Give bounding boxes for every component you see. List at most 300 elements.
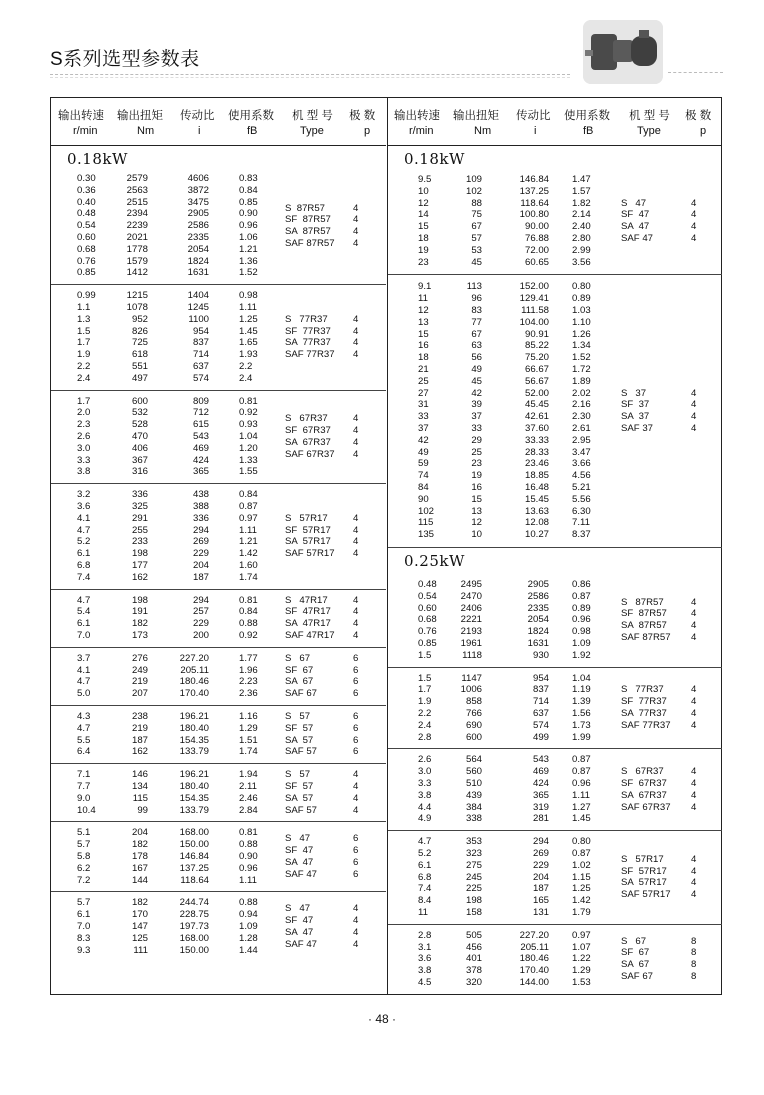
table-cell: 809 [192,395,209,407]
table-cell: 7.4 [77,571,91,583]
model-poles: 4 [353,325,359,337]
model-type: S 57R17 [621,853,664,865]
table-cell: 4606 [187,173,209,184]
photo-divider [668,72,723,73]
model-list [285,653,358,700]
model-type: SF 47R17 [285,606,331,618]
table-cell: 543 [192,430,209,442]
table-cell: 690 [465,719,482,731]
table-cell: 204 [192,559,209,571]
table-cell: 0.87 [572,590,591,602]
table-cell: 49 [418,446,429,458]
table-cell: 4.1 [77,512,91,524]
table-cell: 10 [471,529,482,541]
torque-values [108,489,148,583]
ratio-values [499,579,549,662]
table-cell: 2054 [527,614,549,626]
table-cell: 0.90 [239,208,258,220]
model-row [621,632,696,644]
table-cell: 12 [471,517,482,529]
table-cell: 1.74 [239,571,258,583]
ratio-values [159,489,209,583]
data-block [388,168,722,275]
model-type: SF 87R57 [621,608,667,620]
speed-unit: r/min [73,125,98,137]
model-poles: 4 [691,777,697,789]
table-cell: 16 [418,340,429,352]
table-cell: 170.40 [519,965,549,977]
table-cell: 0.54 [77,220,96,232]
table-cell: 1579 [126,255,148,267]
table-cell: 0.94 [239,909,258,921]
table-cell: 551 [131,360,148,372]
torque-values [442,754,482,825]
table-cell: 4.3 [77,710,91,722]
table-cell: 1631 [527,637,549,649]
table-cell: 154.35 [179,792,209,804]
table-cell: 1.3 [77,313,91,325]
model-poles: 4 [353,792,359,804]
table-cell: 1.11 [239,301,257,313]
ratio-values [159,173,209,279]
table-cell: 2.8 [418,929,432,941]
table-cell: 45 [471,375,482,387]
table-cell: 7.0 [77,920,91,932]
table-cell: 725 [131,337,148,349]
table-cell: 1.44 [239,944,258,956]
table-cell: 3.2 [77,489,91,501]
model-row [285,525,358,537]
table-cell: 2.4 [77,372,91,384]
model-poles: 8 [691,971,697,983]
data-block [51,484,386,589]
table-cell: 4.5 [418,976,432,988]
model-type: SF 67R37 [285,425,331,437]
table-cell: 0.85 [77,267,96,279]
torque-values [108,173,148,279]
table-cell: 0.84 [239,606,258,618]
table-cell: 67 [471,328,482,340]
table-cell: 9.0 [77,792,91,804]
model-row [621,959,696,971]
table-cell: 72.00 [524,244,549,256]
poles-unit: p [700,125,707,137]
title-divider [50,74,570,75]
right-column [387,98,722,994]
table-cell: 1.29 [239,722,258,734]
torque-values [108,396,148,479]
table-cell: 714 [532,696,549,708]
model-type: SF 67R37 [621,777,667,789]
model-poles: 4 [691,889,697,901]
table-cell: 191 [131,606,148,618]
table-cell: 0.93 [239,419,258,431]
table-cell: 1.94 [239,769,258,781]
table-cell: 137.25 [519,185,549,197]
table-cell: 180.46 [179,676,209,688]
table-cell: 25 [471,446,482,458]
table-cell: 45.45 [524,399,549,411]
ratio-values [159,290,209,384]
model-unit: Type [300,125,324,137]
table-cell: 1.5 [77,325,91,337]
table-cell: 0.88 [239,618,258,630]
table-cell: 2406 [460,602,482,614]
model-row [621,802,696,814]
table-cell: 2.23 [239,676,258,688]
model-type: SAF 87R57 [621,632,671,644]
table-cell: 42.61 [524,411,549,423]
title-divider-secondary [50,77,570,78]
model-row [285,413,358,425]
table-cell: 714 [192,349,209,361]
model-row [621,971,696,983]
table-cell: 3.8 [418,789,432,801]
table-cell: 227.20 [179,652,209,664]
model-type: SA 57R17 [621,877,667,889]
model-poles: 4 [353,915,359,926]
table-cell: 438 [192,489,209,501]
table-cell: 1100 [188,313,209,325]
table-cell: 180.40 [179,722,209,734]
right-header [388,98,722,146]
table-cell: 0.76 [77,255,96,267]
model-row [621,936,696,948]
table-cell: 1147 [461,672,482,684]
model-row [621,209,696,221]
table-cell: 401 [465,953,482,965]
model-row [285,337,358,349]
torque-values [442,579,482,662]
table-cell: 316 [131,466,148,478]
table-cell: 2.16 [572,399,591,411]
table-cell: 59 [418,458,429,470]
table-cell: 3.6 [418,953,432,965]
model-type: SA 87R57 [621,620,667,632]
model-poles: 4 [691,696,697,708]
model-poles: 4 [691,209,697,221]
ratio-header: 传动比 [516,110,551,122]
model-row [621,411,696,423]
table-cell: 294 [192,524,209,536]
table-cell: 497 [131,372,148,384]
model-poles: 4 [691,399,697,411]
table-cell: 27 [418,387,429,399]
model-list [621,388,696,435]
table-cell: 367 [131,454,148,466]
model-poles: 4 [691,232,697,244]
table-cell: 281 [532,813,549,825]
table-cell: 9.3 [77,944,91,956]
model-type: SAF 57 [285,746,317,758]
table-cell: 2394 [126,208,148,220]
table-cell: 49 [471,363,482,375]
model-type: SF 47 [285,845,314,856]
table-cell: 2.6 [418,754,432,766]
model-poles: 4 [691,620,697,632]
table-cell: 6.8 [418,871,432,883]
model-row [285,927,358,939]
table-cell: 336 [131,489,148,501]
model-poles: 4 [691,853,697,865]
model-row [285,618,358,630]
model-type: S 37 [621,387,647,399]
model-poles: 4 [691,789,697,801]
model-list [285,203,358,250]
table-cell: 9.1 [418,281,432,293]
model-type: SA 67R37 [621,789,667,801]
table-cell: 10.27 [524,529,549,541]
table-cell: 1.9 [77,349,91,361]
table-cell: 6.30 [572,505,591,517]
table-cell: 424 [532,777,549,789]
factor-values [572,174,612,268]
table-cell: 2.46 [239,792,258,804]
model-type: SF 57R17 [285,524,331,536]
model-type: S 57 [285,710,311,722]
table-cell: 198 [131,594,148,606]
table-cell: 37 [418,422,429,434]
model-type: SAF 77R37 [285,349,335,361]
table-cell: 0.88 [239,839,258,851]
model-type: SAF 67R37 [621,801,671,813]
table-cell: 1.27 [572,801,591,813]
ratio-values [159,897,209,956]
table-cell: 60.65 [524,256,549,268]
table-cell: 0.96 [572,614,591,626]
data-block [51,391,386,485]
table-cell: 8.37 [572,529,591,541]
model-poles: 4 [353,337,359,349]
table-cell: 3.47 [572,446,591,458]
torque-values [442,836,482,919]
table-cell: 21 [418,363,429,375]
table-cell: 1824 [527,626,549,638]
model-type: S 67R37 [621,766,664,778]
table-cell: 45 [471,256,482,268]
model-poles: 6 [353,710,359,722]
table-cell: 10.4 [77,804,96,816]
model-poles: 4 [353,413,359,425]
table-cell: 33.33 [524,434,549,446]
data-block [388,275,722,548]
table-cell: 33 [471,422,482,434]
table-cell: 1006 [460,684,482,696]
model-list [621,597,696,644]
table-cell: 510 [465,777,482,789]
gear-motor-photo [583,20,663,84]
table-cell: 424 [192,454,209,466]
table-cell: 532 [131,407,148,419]
table-cell: 12 [418,304,429,316]
torque-values [108,595,148,642]
table-cell: 13 [418,316,429,328]
table-cell: 858 [465,696,482,708]
table-cell: 8.4 [418,895,432,907]
table-cell: 2.2 [418,707,432,719]
table-cell: 165 [532,895,549,907]
model-header: 机 型 号 [292,110,333,122]
model-type: SA 77R37 [621,707,667,719]
model-row [285,326,358,338]
table-cell: 144 [131,874,148,886]
model-row [285,845,358,857]
table-cell: 1.02 [572,859,591,871]
table-cell: 1.77 [239,652,258,664]
table-cell: 1.25 [239,313,258,325]
table-cell: 13 [471,505,482,517]
model-type: SA 67 [621,959,650,971]
factor-header: 使用系数 [564,110,610,122]
table-cell: 1.26 [572,328,591,340]
model-poles: 4 [691,411,697,423]
table-cell: 3872 [187,184,209,196]
table-cell: 23 [471,458,482,470]
table-cell: 1.72 [572,363,591,375]
data-block [388,831,722,925]
table-cell: 1778 [126,243,148,255]
model-type: SAF 47 [285,868,317,880]
table-cell: 0.96 [239,220,258,232]
table-cell: 0.60 [77,231,96,243]
table-cell: 225 [465,883,482,895]
model-row [285,723,358,735]
table-cell: 2563 [126,184,148,196]
left-header [51,98,386,146]
model-list [285,769,358,816]
table-cell: 1078 [126,301,148,313]
table-cell: 2905 [527,578,549,590]
table-cell: 77 [471,316,482,328]
data-block [388,574,722,668]
torque-values [108,827,148,886]
data-block [51,892,386,961]
model-poles: 4 [353,594,359,606]
table-cell: 5.7 [77,839,91,851]
table-cell: 1.65 [239,337,258,349]
table-cell: 269 [192,536,209,548]
table-cell: 378 [465,965,482,977]
table-cell: 1.42 [572,895,591,907]
torque-header: 输出扭矩 [117,110,163,122]
power-rating: 0.25kW [404,551,465,570]
table-cell: 154.35 [179,734,209,746]
data-block [388,749,722,831]
table-cell: 5.21 [572,481,591,493]
table-cell: 6.1 [77,618,91,630]
table-cell: 219 [131,676,148,688]
table-cell: 0.98 [572,626,591,638]
table-cell: 13.63 [524,505,549,517]
model-row [285,857,358,869]
table-cell: 6.8 [77,559,91,571]
model-row [285,781,358,793]
table-cell: 3475 [187,196,209,208]
model-poles: 8 [691,935,697,947]
table-cell: 1.03 [572,304,591,316]
table-cell: 2.30 [572,411,591,423]
table-cell: 14 [418,209,429,221]
poles-unit: p [364,125,371,137]
model-row [285,606,358,618]
table-cell: 365 [192,466,209,478]
model-poles: 4 [353,524,359,536]
table-cell: 182 [131,839,148,851]
table-cell: 162 [131,571,148,583]
model-type: SA 47 [285,926,314,938]
table-cell: 1.99 [572,731,591,743]
table-cell: 0.88 [239,897,258,909]
model-type: SAF 57 [285,804,317,816]
table-cell: 1.04 [572,672,591,684]
left-column [51,98,386,994]
model-poles: 4 [353,618,359,630]
table-cell: 177 [131,559,148,571]
table-cell: 4.56 [572,470,591,482]
table-cell: 18.85 [524,470,549,482]
model-type: S 67 [285,652,311,664]
ratio-values [499,673,549,744]
model-type: SAF 47 [621,232,653,244]
table-cell: 74 [418,470,429,482]
table-cell: 766 [465,707,482,719]
model-poles: 4 [691,865,697,877]
table-cell: 5.0 [77,688,91,700]
table-cell: 2495 [460,578,482,590]
model-poles: 4 [691,877,697,889]
table-cell: 19 [471,470,482,482]
table-cell: 952 [131,313,148,325]
table-cell: 99 [137,804,148,816]
table-cell: 196.21 [179,769,209,781]
table-cell: 146.84 [179,850,209,862]
table-cell: 1.55 [239,466,258,478]
model-poles: 4 [691,719,697,731]
model-type: S 57 [285,769,311,781]
table-cell: 100.80 [519,209,549,221]
table-cell: 1.10 [572,316,591,328]
model-poles: 4 [353,804,359,816]
table-cell: 0.54 [418,590,437,602]
model-row [285,939,358,951]
factor-values [239,396,279,479]
model-row [285,769,358,781]
table-cell: 3.3 [418,777,432,789]
model-poles: 4 [353,606,359,618]
model-row [621,877,696,889]
table-cell: 219 [131,722,148,734]
model-row [285,425,358,437]
table-cell: 0.85 [239,196,258,208]
model-row [285,676,358,688]
model-poles: 6 [353,722,359,734]
model-row [621,708,696,720]
model-poles: 4 [353,313,359,325]
table-cell: 0.83 [239,173,258,184]
table-cell: 37 [471,411,482,423]
model-poles: 8 [691,947,697,959]
table-cell: 3.66 [572,458,591,470]
table-cell: 1.22 [572,953,591,965]
model-header: 机 型 号 [629,110,670,122]
table-cell: 9.5 [418,174,432,185]
table-cell: 146 [131,769,148,781]
model-type: SF 47 [621,209,650,221]
model-type: SA 47 [621,221,650,233]
factor-values [239,595,279,642]
table-cell: 2470 [460,590,482,602]
table-cell: 7.4 [418,883,432,895]
